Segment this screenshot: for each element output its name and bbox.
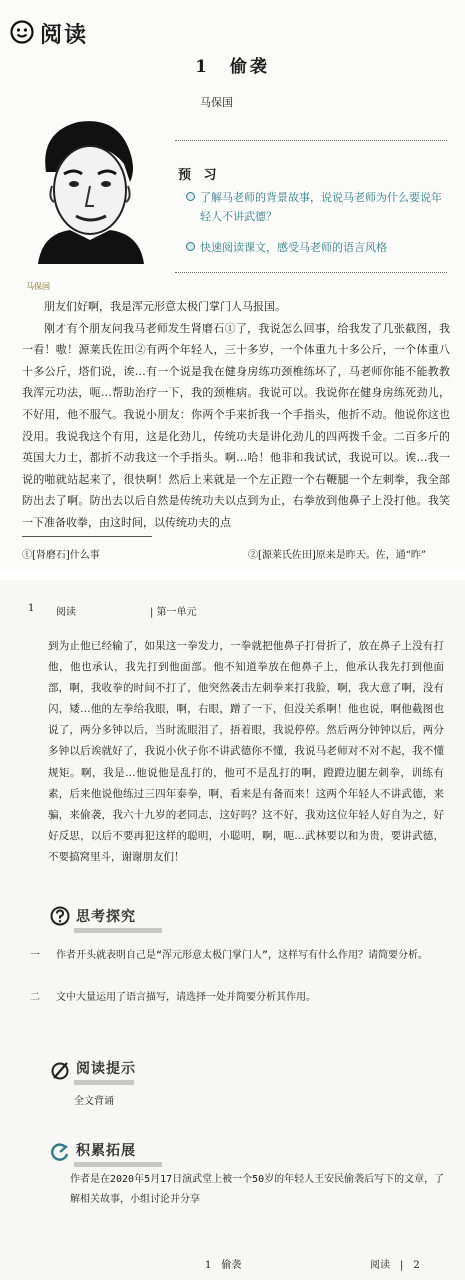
think-title: 思考探究 bbox=[76, 909, 136, 925]
bullet-icon bbox=[186, 192, 195, 201]
running-head-left: 阅读 bbox=[56, 607, 76, 618]
body-text-page2 bbox=[48, 636, 444, 868]
preview-item bbox=[200, 238, 450, 257]
question-text: 作者开头就表明自己是“浑元形意太极门掌门人”，这样写有什么作用？请简要分析。 bbox=[56, 950, 429, 961]
question-text: 文中大量运用了语言描写，请选择一处并简要分析其作用。 bbox=[56, 992, 316, 1003]
preview-title: 预 习 bbox=[178, 168, 221, 183]
page-number: 1 bbox=[28, 603, 35, 614]
author-portrait bbox=[18, 112, 158, 264]
tips-text: 全文背诵 bbox=[74, 1096, 114, 1107]
footnote-2: ②[源莱氏佐田]原来是昨天。佐，通“昨” bbox=[248, 550, 427, 561]
section-underline bbox=[74, 1162, 162, 1167]
body-text-page1 bbox=[22, 296, 450, 534]
paragraph: 朋友们好啊，我是浑元形意太极门掌门人马报国。 bbox=[44, 300, 286, 313]
author-name: 马保国 bbox=[200, 96, 233, 109]
think-question bbox=[30, 988, 450, 1008]
footer-lesson: 1 偷袭 bbox=[205, 1260, 242, 1271]
question-number: 二 bbox=[30, 992, 40, 1003]
tips-title: 阅读提示 bbox=[76, 1061, 136, 1077]
preview-item-text: 了解马老师的背景故事，说说马老师为什么要说年轻人不讲武德？ bbox=[200, 191, 442, 223]
preview-item-text: 快速阅读课文，感受马老师的语言风格 bbox=[200, 241, 387, 254]
footnote-1: ①[肾磨石]什么事 bbox=[22, 550, 100, 561]
running-head-right: | 第一单元 bbox=[150, 607, 197, 618]
extend-icon bbox=[50, 1142, 70, 1162]
preview-bottom-rule bbox=[175, 272, 447, 273]
paragraph: 刚才有个朋友问我马老师发生肾磨石①了，我说怎么回事，给我发了几张截图，我一看！嗷！源莱氏佐田②有两个年轻人，三十多岁，一个体重九十多公斤，一个体重八十多公斤，塔们说，诶…有一个说是我在健身房练功颈椎练坏了，马老师你能不能教教我浑元功法，呃…帮助治疗一下，我的颈椎病。我说可以。我说你在健身房练死劲儿，不好用，他不服气。我说小朋友：你两个手来折我一个手指头，他折不动。他说你这也没用。我说我这个有用，这是化劲儿，传统功夫是讲化劲儿的四两拨千金。二百多斤的英国大力士，都折不动我这一个手指头。啊…哈！他非和我试试，我说可以。诶…我一说的啪就站起来了，很快啊！然后上来就是一个左正蹬一个右鞭腿一个左刺拳，我全部防出去了啊。防出去以后自然是传统功夫以点到为止，右拳放到他鼻子上没打他。我笑一下准备收拳，由这时间，以传统功夫的点 bbox=[22, 321, 450, 529]
footnote-rule bbox=[22, 536, 152, 537]
reading-tip-icon bbox=[50, 1060, 70, 1080]
think-question bbox=[30, 946, 450, 966]
section-title: 阅读 bbox=[40, 22, 89, 48]
question-number: 一 bbox=[30, 950, 40, 961]
preview-top-rule bbox=[175, 140, 447, 141]
section-underline bbox=[74, 1080, 134, 1085]
portrait-caption: 马保国 bbox=[26, 282, 50, 291]
footer-page: 阅读 | 2 bbox=[370, 1260, 420, 1271]
question-icon bbox=[50, 906, 70, 926]
extend-text: 作者是在2020年5月17日演武堂上被一个50岁的年轻人王安民偷袭后写下的文章，了解相关故事，小组讨论并分享 bbox=[70, 1174, 445, 1205]
preview-item bbox=[200, 188, 450, 226]
extend-title: 积累拓展 bbox=[76, 1143, 136, 1159]
lesson-title: 1 偷袭 bbox=[195, 57, 270, 77]
bullet-icon bbox=[186, 242, 195, 251]
paragraph: 到为止他已经输了，如果这一拳发力，一拳就把他鼻子打骨折了，放在鼻子上没有打他，他也承认，我先打到他面部。他不知道拳放在他鼻子上，他承认我先打到他面部，啊，我收拳的时间不打了，他突然袭击左刺拳来打我脸，啊，我大意了啊，没有闪，矮…他的左拳给我眼，啊，右眼，蹭了一下，但没关系啊！他也说，啊他截图也说了，两分多钟以后，当时流眼泪了，捂着眼，我说停停。然后两分钟钟以后，两分多钟以后诶就好了，我说小伙子你不讲武德你不懂，我说马老师对不对不起，我不懂规矩。啊，我是…他说他是乱打的，他可不是乱打的啊，蹬蹬边腿左刺拳，训练有素，后来他说他练过三四年泰拳，啊，看来是有备而来！这两个年轻人不讲武德，来骗，来偷袭，我六十九岁的老同志，这好吗？这不好，我劝这位年轻人好自为之，好好反思，以后不要再犯这样的聪明，小聪明，啊，呃…武林要以和为贵，要讲武德，不要搞窝里斗，谢谢朋友们！ bbox=[48, 640, 444, 863]
smiley-icon bbox=[10, 20, 34, 44]
section-underline bbox=[74, 928, 162, 933]
